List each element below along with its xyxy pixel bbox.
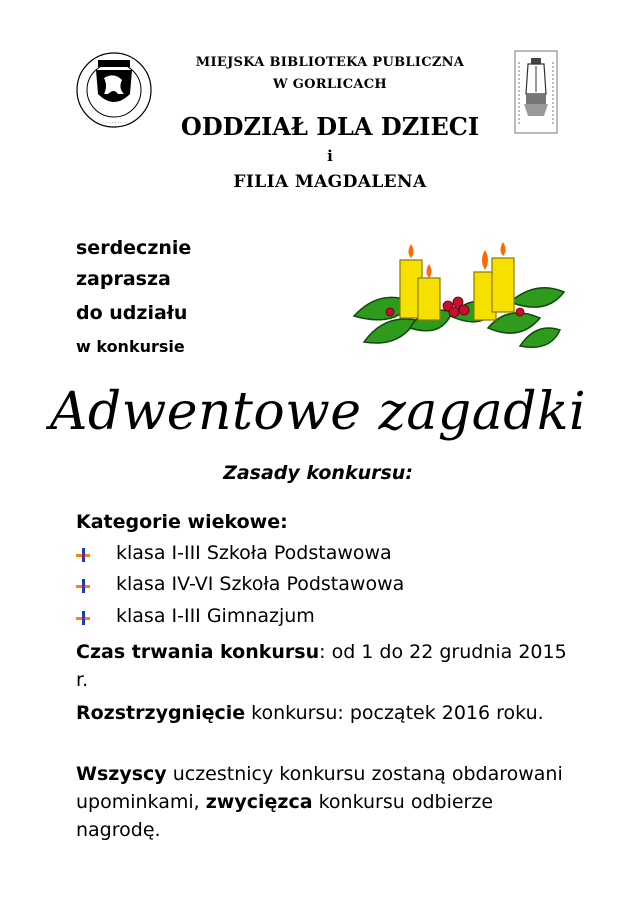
category-item: klasa I-III Szkoła Podstawowa — [116, 542, 392, 564]
advent-candles-wreath-icon — [350, 232, 568, 354]
duration-text: : od 1 do 22 grudnia 2015 r. — [76, 641, 567, 691]
library-city: W GORLICACH — [273, 77, 387, 92]
svg-text:· · · · · · · ·: · · · · · · · · — [102, 120, 126, 126]
duration-paragraph — [76, 638, 576, 694]
result-paragraph — [76, 699, 576, 727]
categories-heading: Kategorie wiekowe: — [76, 511, 288, 533]
invite-line-2: zaprasza — [76, 268, 171, 290]
rules-heading: Zasady konkursu: — [223, 462, 413, 484]
gifts-label-all: Wszyscy — [76, 763, 167, 785]
result-text: konkursu: początek 2016 roku. — [245, 702, 544, 724]
result-label: Rozstrzygnięcie — [76, 702, 246, 724]
invite-line-4: w konkursie — [76, 337, 185, 356]
category-item: klasa IV-VI Szkoła Podstawowa — [116, 573, 405, 595]
gifts-text-2: konkursu odbierze nagrodę. — [76, 791, 494, 841]
branch-title: FILIA MAGDALENA — [233, 172, 427, 192]
department-title: ODDZIAŁ DLA DZIECI — [180, 112, 480, 141]
gifts-label-winner: zwycięzca — [205, 791, 313, 813]
star-bullet-icon — [76, 611, 90, 625]
star-bullet-icon — [76, 579, 90, 593]
library-name: MIEJSKA BIBLIOTEKA PUBLICZNA — [195, 55, 465, 70]
invite-line-3: do udziału — [76, 302, 188, 324]
category-item: klasa I-III Gimnazjum — [116, 605, 315, 627]
gifts-paragraph — [76, 760, 576, 844]
star-bullet-icon — [76, 548, 90, 562]
duration-label: Czas trwania konkursu — [76, 641, 320, 663]
contest-title: Adwentowe zagadki — [49, 382, 587, 442]
conjunction: i — [327, 147, 333, 165]
gifts-text-1: uczestnicy konkursu zostaną obdarowani upominkami, — [76, 763, 563, 813]
invite-line-1: serdecznie — [76, 237, 192, 259]
